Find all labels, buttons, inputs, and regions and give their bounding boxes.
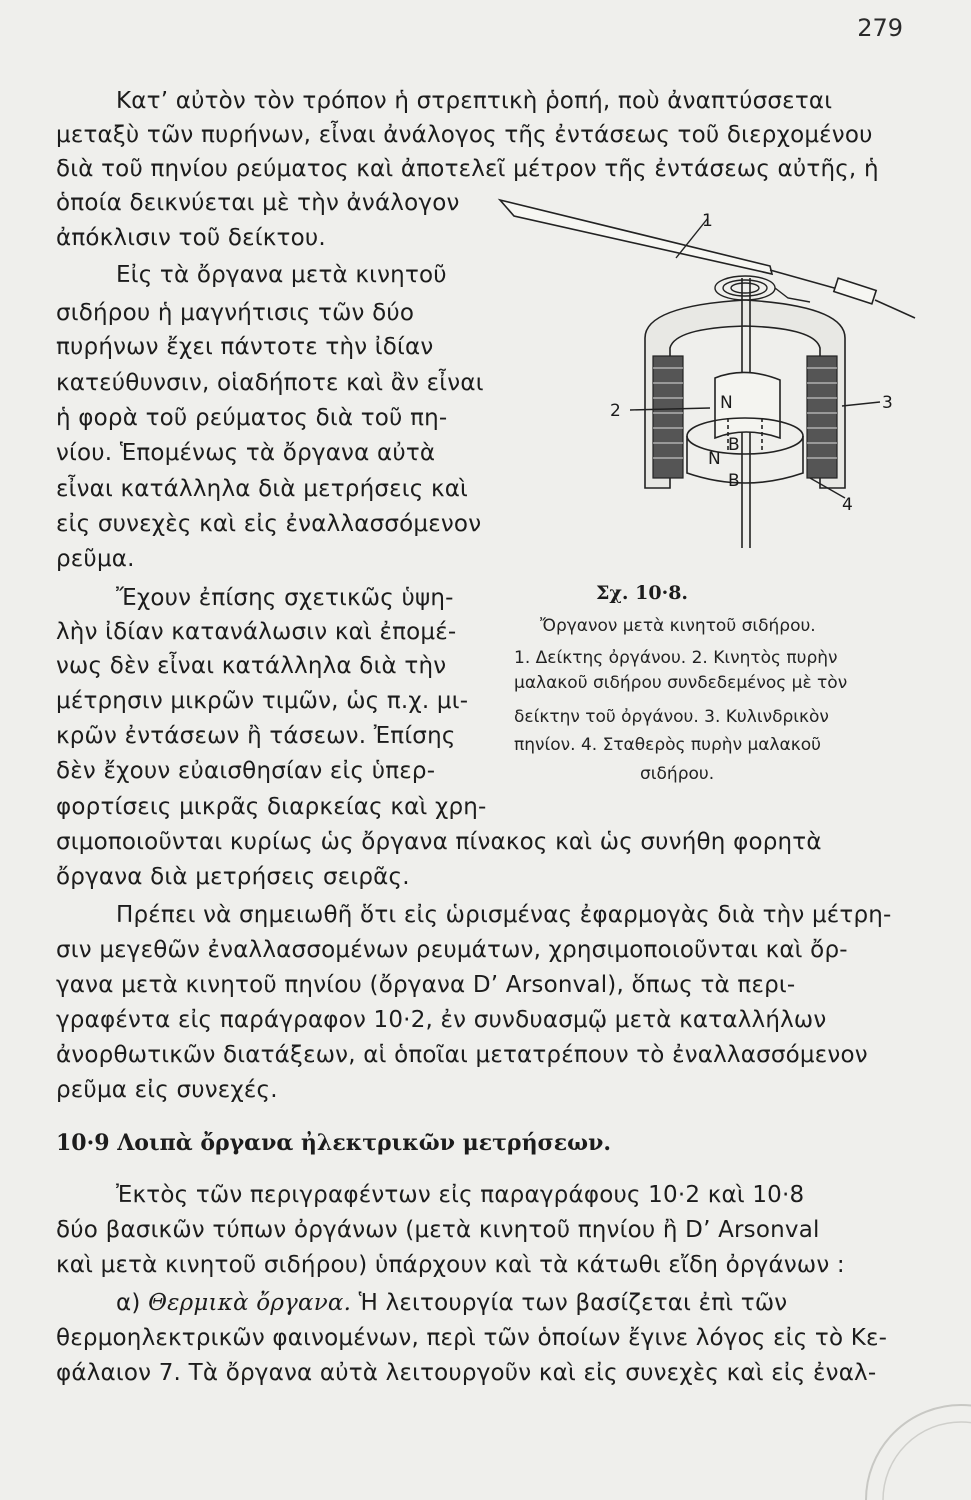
body-line: ἀνορθωτικῶν διατάξεων, αἱ ὁποῖαι μετατρέπουν τὸ ἐναλλασσόμενον (56, 1042, 868, 1068)
figure-label-4: 4 (842, 495, 853, 515)
figure-label-b-upper: B (728, 435, 740, 455)
body-line: ρεῦμα εἰς συνεχές. (56, 1077, 278, 1103)
body-line: γραφέντα εἰς παράγραφον 10·2, ἐν συνδυασμῷ μετὰ καταλλήλων (56, 1007, 827, 1033)
library-stamp (851, 1390, 971, 1500)
body-line: εἶναι κατάλληλα διὰ μετρήσεις καὶ (56, 476, 469, 502)
body-line: διὰ τοῦ πηνίου ρεύματος καὶ ἀποτελεῖ μέτρον τῆς ἐντάσεως αὐτῆς, ἡ (56, 156, 879, 182)
paragraph-a-line (116, 1286, 787, 1320)
figure-caption-line: Ὄργανον μετὰ κινητοῦ σιδήρου. (540, 616, 816, 636)
figure-label-n-upper: N (720, 393, 733, 413)
body-line: θερμοηλεκτρικῶν φαινομένων, περὶ τῶν ὁποίων ἔγινε λόγος εἰς τὸ Κε- (56, 1325, 888, 1351)
iron-vane-instrument-figure (470, 188, 920, 568)
body-line: κατεύθυνσιν, οἱαδήποτε καὶ ἂν εἶναι (56, 370, 484, 396)
body-line: Ἐκτὸς τῶν περιγραφέντων εἰς παραγράφους 10·2 καὶ 10·8 (116, 1182, 805, 1208)
body-line: Πρέπει νὰ σημειωθῆ ὅτι εἰς ὡρισμένας ἐφαρμογὰς διὰ τὴν μέτρη- (116, 902, 892, 928)
body-line: μεταξὺ τῶν πυρήνων, εἶναι ἀνάλογος τῆς ἐντάσεως τοῦ διερχομένου (56, 122, 873, 148)
body-line: δὲν ἔχουν εὐαισθησίαν εἰς ὑπερ- (56, 758, 436, 784)
body-line: σιμοποιοῦνται κυρίως ὡς ὄργανα πίνακος καὶ ὡς συνήθη φορητὰ (56, 829, 822, 855)
body-line: ἀπόκλισιν τοῦ δείκτου. (56, 225, 326, 251)
body-line: εἰς συνεχὲς καὶ εἰς ἐναλλασσόμενον (56, 511, 482, 537)
body-line: Εἰς τὰ ὄργανα μετὰ κινητοῦ (116, 262, 447, 288)
figure-label-1: 1 (702, 211, 713, 231)
figure-label-2: 2 (610, 401, 621, 421)
body-line: Κατ’ αὐτὸν τὸν τρόπον ἡ στρεπτικὴ ῥοπή, ποὺ ἀναπτύσσεται (116, 88, 833, 114)
body-line: λὴν ἰδίαν κατανάλωσιν καὶ ἐπομέ- (56, 619, 457, 645)
body-line: πυρήνων ἔχει πάντοτε τὴν ἰδίαν (56, 334, 434, 360)
body-line: φάλαιον 7. Τὰ ὄργανα αὐτὰ λειτουργοῦν καὶ εἰς συνεχὲς καὶ εἰς ἐναλ- (56, 1360, 877, 1386)
figure-label-3: 3 (882, 393, 893, 413)
body-line: σιδήρου ἡ μαγνήτισις τῶν δύο (56, 300, 415, 326)
figure-label-n-lower: N (708, 449, 721, 469)
paragraph-a-text: Ἡ λειτουργία των βασίζεται ἐπὶ τῶν (358, 1290, 788, 1316)
body-line: φορτίσεις μικρᾶς διαρκείας καὶ χρη- (56, 794, 487, 820)
figure-caption-line: σιδήρου. (640, 764, 715, 784)
body-line: ὄργανα διὰ μετρήσεις σειρᾶς. (56, 864, 410, 890)
section-heading: 10·9 Λοιπὰ ὄργανα ἠλεκτρικῶν μετρήσεων. (56, 1130, 612, 1156)
body-line: ὁποία δεικνύεται μὲ τὴν ἀνάλογον (56, 190, 460, 216)
paragraph-a-title: Θερμικὰ ὄργανα. (148, 1290, 352, 1316)
page-number: 279 (857, 14, 903, 42)
figure-caption-line: 1. Δείκτης ὀργάνου. 2. Κινητὸς πυρὴν (514, 648, 838, 668)
body-line: νίου. Ἑπομένως τὰ ὄργανα αὐτὰ (56, 440, 436, 466)
spiral-spring (715, 276, 810, 302)
body-line: δύο βασικῶν τύπων ὀργάνων (μετὰ κινητοῦ πηνίου ἢ D’ Arsonval (56, 1217, 820, 1243)
body-line: ἡ φορὰ τοῦ ρεύματος διὰ τοῦ πη- (56, 405, 448, 431)
figure-caption-line: πηνίον. 4. Σταθερὸς πυρὴν μαλακοῦ (514, 735, 822, 755)
figure-caption-title: Σχ. 10·8. (596, 582, 689, 604)
figure-label-b-lower: B (728, 471, 740, 491)
body-line: ρεῦμα. (56, 546, 135, 572)
paragraph-a-label: α) (116, 1290, 141, 1316)
body-line: Ἔχουν ἐπίσης σχετικῶς ὑψη- (116, 585, 454, 611)
body-line: κρῶν ἐντάσεων ἢ τάσεων. Ἐπίσης (56, 723, 456, 749)
body-line: καὶ μετὰ κινητοῦ σιδήρου) ὑπάρχουν καὶ τὰ κάτωθι εἴδη ὀργάνων : (56, 1252, 845, 1278)
body-line: γανα μετὰ κινητοῦ πηνίου (ὄργανα D’ Arsonval), ὅπως τὰ περι- (56, 972, 796, 998)
body-line: σιν μεγεθῶν ἐναλλασσομένων ρευμάτων, χρησιμοποιοῦνται καὶ ὄρ- (56, 937, 848, 963)
body-line: νως δὲν εἶναι κατάλληλα διὰ τὴν (56, 653, 447, 679)
figure-caption-line: δείκτην τοῦ ὀργάνου. 3. Κυλινδρικὸν (514, 707, 829, 727)
figure-caption-line: μαλακοῦ σιδήρου συνδεδεμένος μὲ τὸν (514, 673, 848, 693)
body-line: μέτρησιν μικρῶν τιμῶν, ὡς π.χ. μι- (56, 688, 469, 714)
